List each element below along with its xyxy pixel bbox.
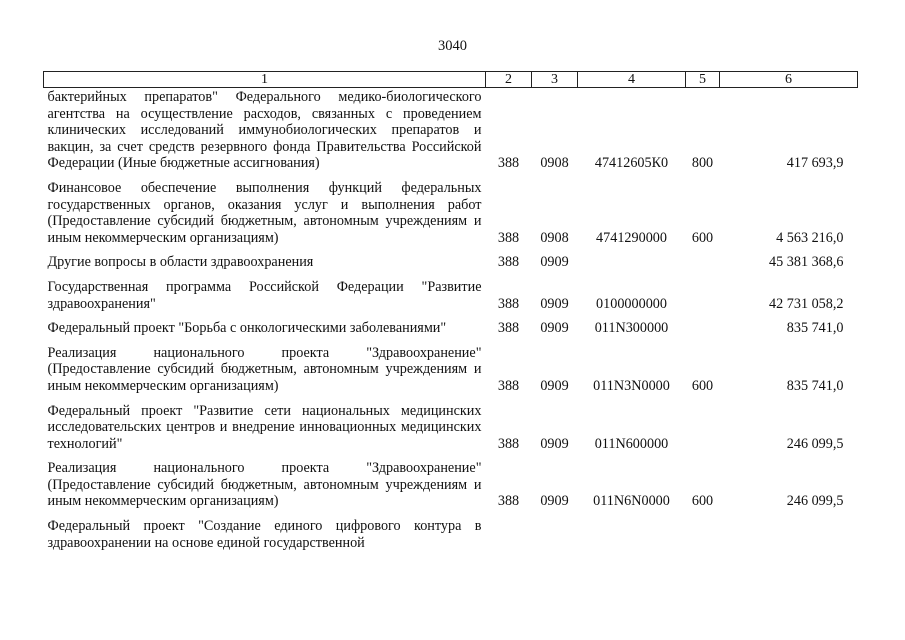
row-section-code: 0908 bbox=[540, 229, 569, 246]
row-section-code: 0909 bbox=[540, 295, 569, 312]
row-amount: 246 099,5 bbox=[786, 435, 844, 452]
row-expense-type bbox=[686, 271, 720, 312]
row-section-code: 0908 bbox=[540, 155, 569, 172]
row-expense-type bbox=[686, 395, 720, 453]
row-ministry-code: 388 bbox=[497, 229, 520, 246]
row-target-code: 47412605К0 bbox=[594, 155, 669, 172]
column-header-4: 4 bbox=[578, 72, 686, 88]
row-amount: 45 381 368,6 bbox=[769, 254, 844, 271]
row-section-code: 0909 bbox=[540, 320, 569, 337]
row-expense-type: 600 bbox=[691, 229, 714, 246]
table-row bbox=[44, 172, 858, 246]
row-section-code: 0909 bbox=[540, 377, 569, 394]
row-ministry-code: 388 bbox=[497, 155, 520, 172]
row-amount: 42 731 058,2 bbox=[769, 295, 844, 312]
table-row bbox=[44, 337, 858, 395]
row-expense-type bbox=[686, 246, 720, 271]
table-row bbox=[44, 395, 858, 453]
row-target-code bbox=[578, 510, 686, 551]
row-target-code: 011N3N0000 bbox=[593, 377, 670, 394]
row-description: Другие вопросы в области здравоохранения bbox=[47, 254, 314, 271]
row-expense-type bbox=[686, 510, 720, 551]
row-ministry-code: 388 bbox=[497, 377, 520, 394]
budget-table bbox=[43, 71, 858, 551]
column-header-3: 3 bbox=[532, 72, 578, 88]
row-ministry-code: 388 bbox=[497, 254, 520, 271]
row-amount: 835 741,0 bbox=[786, 377, 844, 394]
table-row bbox=[44, 246, 858, 271]
row-expense-type: 600 bbox=[691, 377, 714, 394]
row-target-code bbox=[578, 246, 686, 271]
row-target-code: 011N6N0000 bbox=[593, 493, 670, 510]
page-number: 3040 bbox=[438, 38, 467, 54]
table-row bbox=[44, 88, 858, 172]
row-target-code: 011N300000 bbox=[594, 320, 669, 337]
row-amount: 4 563 216,0 bbox=[776, 229, 844, 246]
row-description: Реализация национального проекта "Здравоохранение" (Предоставление субсидий бюджетным, автономным учреждениям и иным некоммерческим организациям) bbox=[47, 344, 482, 394]
table-row bbox=[44, 452, 858, 510]
row-description: Государственная программа Российской Федерации "Развитие здравоохранения" bbox=[47, 278, 482, 312]
column-header-2: 2 bbox=[486, 72, 532, 88]
row-description: Реализация национального проекта "Здравоохранение" (Предоставление субсидий бюджетным, автономным учреждениям и иным некоммерческим организациям) bbox=[47, 460, 482, 510]
row-ministry-code: 388 bbox=[497, 295, 520, 312]
column-header-1: 1 bbox=[44, 72, 486, 88]
row-ministry-code bbox=[486, 510, 532, 551]
row-amount: 246 099,5 bbox=[786, 493, 844, 510]
row-ministry-code: 388 bbox=[497, 320, 520, 337]
column-header-5: 5 bbox=[686, 72, 720, 88]
row-expense-type bbox=[686, 312, 720, 337]
row-target-code: 0100000000 bbox=[596, 295, 667, 312]
table-header-row bbox=[44, 72, 858, 88]
row-section-code bbox=[532, 510, 578, 551]
row-section-code: 0909 bbox=[540, 435, 569, 452]
row-section-code: 0909 bbox=[540, 493, 569, 510]
row-description: Федеральный проект "Борьба с онкологическими заболеваниями" bbox=[47, 320, 447, 337]
row-amount: 835 741,0 bbox=[786, 320, 844, 337]
table-row bbox=[44, 312, 858, 337]
row-expense-type: 800 bbox=[691, 155, 714, 172]
row-description: Федеральный проект "Создание единого цифрового контура в здравоохранении на основе единой государственной bbox=[47, 518, 482, 551]
row-target-code: 4741290000 bbox=[596, 229, 667, 246]
row-description: Федеральный проект "Развитие сети национальных медицинских исследовательских центров и внедрение инновационных медицинских технологий" bbox=[47, 402, 482, 452]
row-amount: 417 693,9 bbox=[786, 155, 844, 172]
row-expense-type: 600 bbox=[691, 493, 714, 510]
row-section-code: 0909 bbox=[540, 254, 569, 271]
row-amount bbox=[720, 510, 858, 551]
table-row bbox=[44, 510, 858, 551]
row-ministry-code: 388 bbox=[497, 493, 520, 510]
row-description: Финансовое обеспечение выполнения функций федеральных государственных органов, оказания услуг и выполнения работ (Предоставление субсидий бюджетным, автономным учреждениям и иным некоммерческим организациям) bbox=[47, 179, 482, 246]
row-description: бактерийных препаратов" Федерального медико-биологического агентства на осуществление расходов, связанных с проведением клинических исследований иммунобиологических препаратов и вакцин, за счет средств резервного фонда Правительства Российской Федерации (Иные бюджетные ассигнования) bbox=[47, 89, 482, 172]
column-header-6: 6 bbox=[720, 72, 858, 88]
row-ministry-code: 388 bbox=[497, 435, 520, 452]
table-row bbox=[44, 271, 858, 312]
row-target-code: 011N600000 bbox=[594, 435, 669, 452]
